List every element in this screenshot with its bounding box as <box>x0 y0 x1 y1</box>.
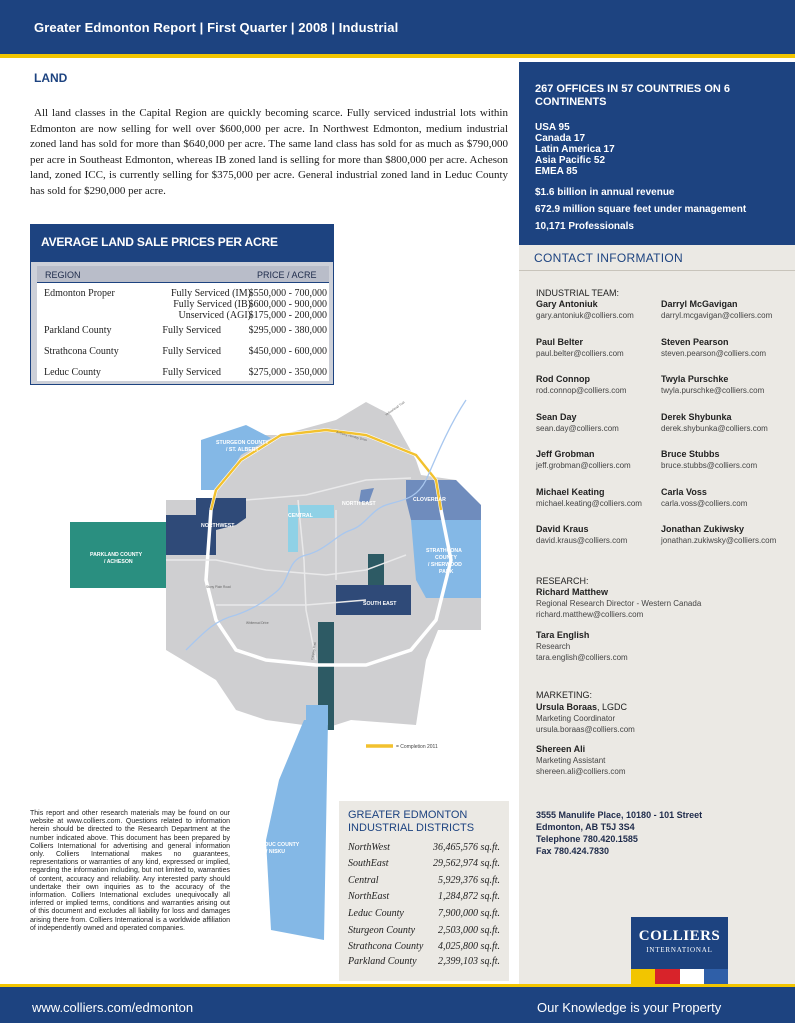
logo-subtitle: INTERNATIONAL <box>646 946 713 954</box>
contact-person <box>536 524 666 546</box>
map-label-strathcona-3: / SHERWOOD <box>428 562 462 568</box>
contact-email[interactable]: rod.connop@colliers.com <box>536 386 627 395</box>
map-label-sturgeon-2: / ST. ALBERT <box>226 447 259 453</box>
logo-stripe <box>631 969 655 985</box>
contact-person <box>661 412 791 434</box>
contact-email[interactable]: paul.belter@colliers.com <box>536 349 624 358</box>
price-range: $550,000 - 700,000 <box>248 288 327 299</box>
district-name: SouthEast <box>348 858 389 869</box>
contact-person <box>536 374 666 396</box>
region-cell: Leduc County <box>44 367 101 378</box>
fax-line: Fax 780.424.7830 <box>536 846 610 856</box>
district-area: 29,562,974 sq.ft. <box>433 858 500 869</box>
district-row <box>348 858 500 869</box>
industrial-districts-panel <box>339 801 509 981</box>
land-paragraph: All land classes in the Capital Region are quickly becoming scarce. Fully serviced industrial lots within Edmonton are now selling for well over $600,000 per acre. In Northwest Edmonton, medium industrial zoned land has sold for more than $640,000 per acre. The same land class has sold for as much as $790,000 per acre in Southeast Edmonton, whereas IB zoned land is selling for more than $800,000 per acre. Acheson land, zoned ICC, is currently selling for $375,000 per acre. General industrial zoned land in Leduc County has sold for $290,000 per acre. <box>30 107 508 197</box>
marketing-person <box>536 702 766 735</box>
map-label-strathcona: STRATHCONA <box>426 548 462 554</box>
district-area: 4,025,800 sq.ft. <box>438 941 500 952</box>
contact-title: CONTACT INFORMATION <box>534 251 684 265</box>
contact-name: David Kraus <box>536 524 589 534</box>
report-title: Greater Edmonton Report | First Quarter | 2008 | Industrial <box>34 20 399 35</box>
offices-heading: 267 OFFICES IN 57 COUNTRIES ON 6 CONTINENTS <box>535 83 730 108</box>
contact-email[interactable]: jonathan.zukiwsky@colliers.com <box>661 536 777 545</box>
service-type: Unserviced (AGI) <box>178 310 251 321</box>
contact-name: Shereen Ali <box>536 744 586 754</box>
contact-email[interactable]: gary.antoniuk@colliers.com <box>536 311 634 320</box>
district-area: 2,503,000 sq.ft. <box>438 925 500 936</box>
contact-name <box>536 702 766 713</box>
contact-email[interactable]: ursula.boraas@colliers.com <box>536 725 635 734</box>
service-type-cell <box>145 288 251 321</box>
footer-bar <box>0 984 795 1023</box>
contact-name: Rod Connop <box>536 374 590 384</box>
service-type: Fully Serviced (IB) <box>173 299 251 310</box>
contact-person <box>661 299 791 321</box>
company-stats-panel <box>519 62 795 245</box>
service-type: Fully Serviced <box>162 325 221 336</box>
district-name: Strathcona County <box>348 941 424 952</box>
contact-email[interactable]: shereen.ali@colliers.com <box>536 767 626 776</box>
contact-name: Tara English <box>536 630 590 640</box>
contact-email[interactable]: twyla.purschke@colliers.com <box>661 386 765 395</box>
revenue-stat: $1.6 billion in annual revenue <box>535 187 675 198</box>
map-label-northwest: NORTHWEST <box>201 523 235 529</box>
contact-name: Jonathan Zukiwsky <box>661 524 745 534</box>
contact-person <box>661 337 791 359</box>
research-person <box>536 630 766 663</box>
contact-person <box>661 487 791 509</box>
column-header-price: PRICE / ACRE <box>257 270 317 280</box>
contact-email[interactable]: jeff.grobman@colliers.com <box>536 461 631 470</box>
contact-name: Paul Belter <box>536 337 584 347</box>
contact-email[interactable]: steven.pearson@colliers.com <box>661 349 767 358</box>
map-label-strathcona-2: COUNTY <box>435 555 457 561</box>
contact-role: Marketing Coordinator <box>536 714 616 723</box>
districts-title <box>348 809 474 835</box>
map-zone-darkteal <box>368 554 384 585</box>
land-heading: LAND <box>34 71 68 85</box>
address-line: 3555 Manulife Place, 10180 - 101 Street <box>536 810 703 820</box>
service-type: Fully Serviced <box>162 346 221 357</box>
contact-name: Bruce Stubbs <box>661 449 720 459</box>
colliers-logo[interactable] <box>631 917 728 985</box>
contact-email[interactable]: michael.keating@colliers.com <box>536 499 642 508</box>
price-table-column-headers <box>37 266 329 283</box>
logo-stripe <box>680 969 704 985</box>
contact-email[interactable]: bruce.stubbs@colliers.com <box>661 461 758 470</box>
map-road-label: Stony Plain Road <box>206 585 231 589</box>
logo-stripe <box>704 969 728 985</box>
contact-role: Regional Research Director - Western Canada <box>536 599 702 608</box>
district-area: 2,399,103 sq.ft. <box>438 956 500 967</box>
map-label-strathcona-4: PARK <box>439 569 454 575</box>
region-cell: Edmonton Proper <box>44 288 115 299</box>
region-count: Latin America 17 <box>535 144 615 155</box>
districts-title-line: INDUSTRIAL DISTRICTS <box>348 822 475 834</box>
district-row <box>348 941 500 952</box>
region-cell: Strathcona County <box>44 346 119 357</box>
contact-name: Carla Voss <box>661 487 707 497</box>
map-label-leduc: LEDUC COUNTY <box>258 842 300 848</box>
district-row <box>348 956 500 967</box>
sqft-stat: 672.9 million square feet under management <box>535 204 747 215</box>
contact-person <box>661 449 791 471</box>
map-label-parkland: PARKLAND COUNTY <box>90 552 143 558</box>
map-road-label: Yellowhead Trail <box>384 400 406 417</box>
contact-name: Sean Day <box>536 412 577 422</box>
district-name: Central <box>348 875 379 886</box>
contact-email[interactable]: david.kraus@colliers.com <box>536 536 628 545</box>
region-cell: Parkland County <box>44 325 112 336</box>
contact-person <box>536 487 666 509</box>
contact-name: Twyla Purschke <box>661 374 729 384</box>
price-range: $295,000 - 380,000 <box>248 325 327 336</box>
contact-name: Michael Keating <box>536 487 605 497</box>
district-row <box>348 891 500 902</box>
contact-name: Jeff Grobman <box>536 449 595 459</box>
map-road-label: Calgary Trail <box>310 641 318 661</box>
district-row <box>348 842 500 853</box>
contact-person <box>536 337 666 359</box>
price-range: $275,000 - 350,000 <box>248 367 327 378</box>
district-name: Leduc County <box>348 908 404 919</box>
map-road-label: Whitemud Drive <box>246 621 269 625</box>
contact-person <box>536 299 666 321</box>
website-link[interactable]: www.colliers.com/edmonton <box>32 1000 194 1015</box>
map-label-cloverbar: CLOVERBAR <box>413 497 446 503</box>
price-table-title: AVERAGE LAND SALE PRICES PER ACRE <box>41 235 278 249</box>
contact-role: Marketing Assistant <box>536 756 606 765</box>
region-count: EMEA 85 <box>535 166 578 177</box>
research-label: RESEARCH: <box>536 576 589 586</box>
map-label-northeast: NORTH EAST <box>342 501 376 507</box>
district-row <box>348 908 500 919</box>
service-type: Fully Serviced <box>162 367 221 378</box>
logo-stripes <box>631 969 728 985</box>
logo-stripe <box>655 969 679 985</box>
map-label-southeast: SOUTH EAST <box>363 601 397 607</box>
contact-name: Steven Pearson <box>661 337 729 347</box>
region-count: Asia Pacific 52 <box>535 155 606 166</box>
district-name: NorthEast <box>348 891 390 902</box>
header-bar <box>0 0 795 58</box>
office-address <box>536 809 702 857</box>
contact-person <box>536 412 666 434</box>
contact-email[interactable]: sean.day@colliers.com <box>536 424 619 433</box>
price-table-header <box>30 224 334 261</box>
district-name: Sturgeon County <box>348 925 416 936</box>
district-area: 5,929,376 sq.ft. <box>438 875 500 886</box>
map-zone-leduc <box>266 705 328 940</box>
contact-person <box>536 449 666 471</box>
phone-line: Telephone 780.420.1585 <box>536 834 638 844</box>
district-row <box>348 925 500 936</box>
map-label-leduc-2: / NISKU <box>266 849 286 855</box>
marketing-label: MARKETING: <box>536 690 593 700</box>
map-label-sturgeon: STURGEON COUNTY <box>216 440 269 446</box>
contact-email[interactable]: richard.matthew@colliers.com <box>536 610 644 619</box>
contact-role: Research <box>536 642 571 651</box>
district-name: Parkland County <box>348 956 417 967</box>
region-count: USA 95 <box>535 122 570 133</box>
contact-name: Darryl McGavigan <box>661 299 738 309</box>
column-header-region: REGION <box>45 270 81 280</box>
district-row <box>348 875 500 886</box>
contact-name-text: Ursula Boraas <box>536 702 598 712</box>
price-range: $450,000 - 600,000 <box>248 346 327 357</box>
region-count: Canada 17 <box>535 133 586 144</box>
tagline: Our Knowledge is your Property <box>537 1000 722 1015</box>
contact-email[interactable]: tara.english@colliers.com <box>536 653 628 662</box>
price-range: $600,000 - 900,000 <box>248 299 327 310</box>
districts-title-line: GREATER EDMONTON <box>348 809 468 821</box>
contact-designation: , LGDC <box>597 702 628 712</box>
disclaimer-text: This report and other research materials may be found on our website at www.colliers.com. Questions related to information herein should be directed to the Research Department at the number indicated above. This document has been prepared by Colliers International for advertising and general information only. Colliers International makes no guarantees, representations or warranties of any kind, expressed or implied, regarding the information including, but not limited to, warranties of content, accuracy and reliability. Any interested party should undertake their own inquiries as to the accuracy of the information. Colliers International excludes unequivocally all inferred or implied terms, conditions and warranties arising out of this document and excludes all liability for loss and damages arising there from. Colliers International is a worldwide affiliation of independently owned and operated companies. <box>30 810 230 932</box>
legend-label: = Completion 2011 <box>396 744 438 750</box>
map-label-parkland-2: / ACHESON <box>104 559 133 565</box>
contact-email[interactable]: darryl.mcgavigan@colliers.com <box>661 311 773 320</box>
district-area: 1,284,872 sq.ft. <box>438 891 500 902</box>
map-zone-southeast <box>336 585 411 615</box>
contact-email[interactable]: carla.voss@colliers.com <box>661 499 748 508</box>
map-label-central: CENTRAL <box>288 513 313 519</box>
contact-name: Gary Antoniuk <box>536 299 598 309</box>
map-road-label: Anthony Henday Drive <box>335 430 368 443</box>
region-office-counts <box>535 122 615 177</box>
contact-person <box>661 524 791 546</box>
research-person <box>536 587 766 620</box>
service-type: Fully Serviced (IM) <box>171 288 251 299</box>
contact-email[interactable]: derek.shybunka@colliers.com <box>661 424 768 433</box>
district-area: 36,465,576 sq.ft. <box>433 842 500 853</box>
contact-person <box>661 374 791 396</box>
address-line: Edmonton, AB T5J 3S4 <box>536 822 635 832</box>
district-area: 7,900,000 sq.ft. <box>438 908 500 919</box>
contact-name: Richard Matthew <box>536 587 609 597</box>
industrial-team-label: INDUSTRIAL TEAM: <box>536 288 620 298</box>
district-name: NorthWest <box>348 842 390 853</box>
marketing-person <box>536 744 766 777</box>
contact-name: Derek Shybunka <box>661 412 732 422</box>
price-range: $175,000 - 200,000 <box>248 310 327 321</box>
price-cell <box>243 288 327 321</box>
logo-wordmark: COLLIERS <box>638 928 721 944</box>
contact-header <box>519 245 795 271</box>
professionals-stat: 10,171 Professionals <box>535 221 634 232</box>
